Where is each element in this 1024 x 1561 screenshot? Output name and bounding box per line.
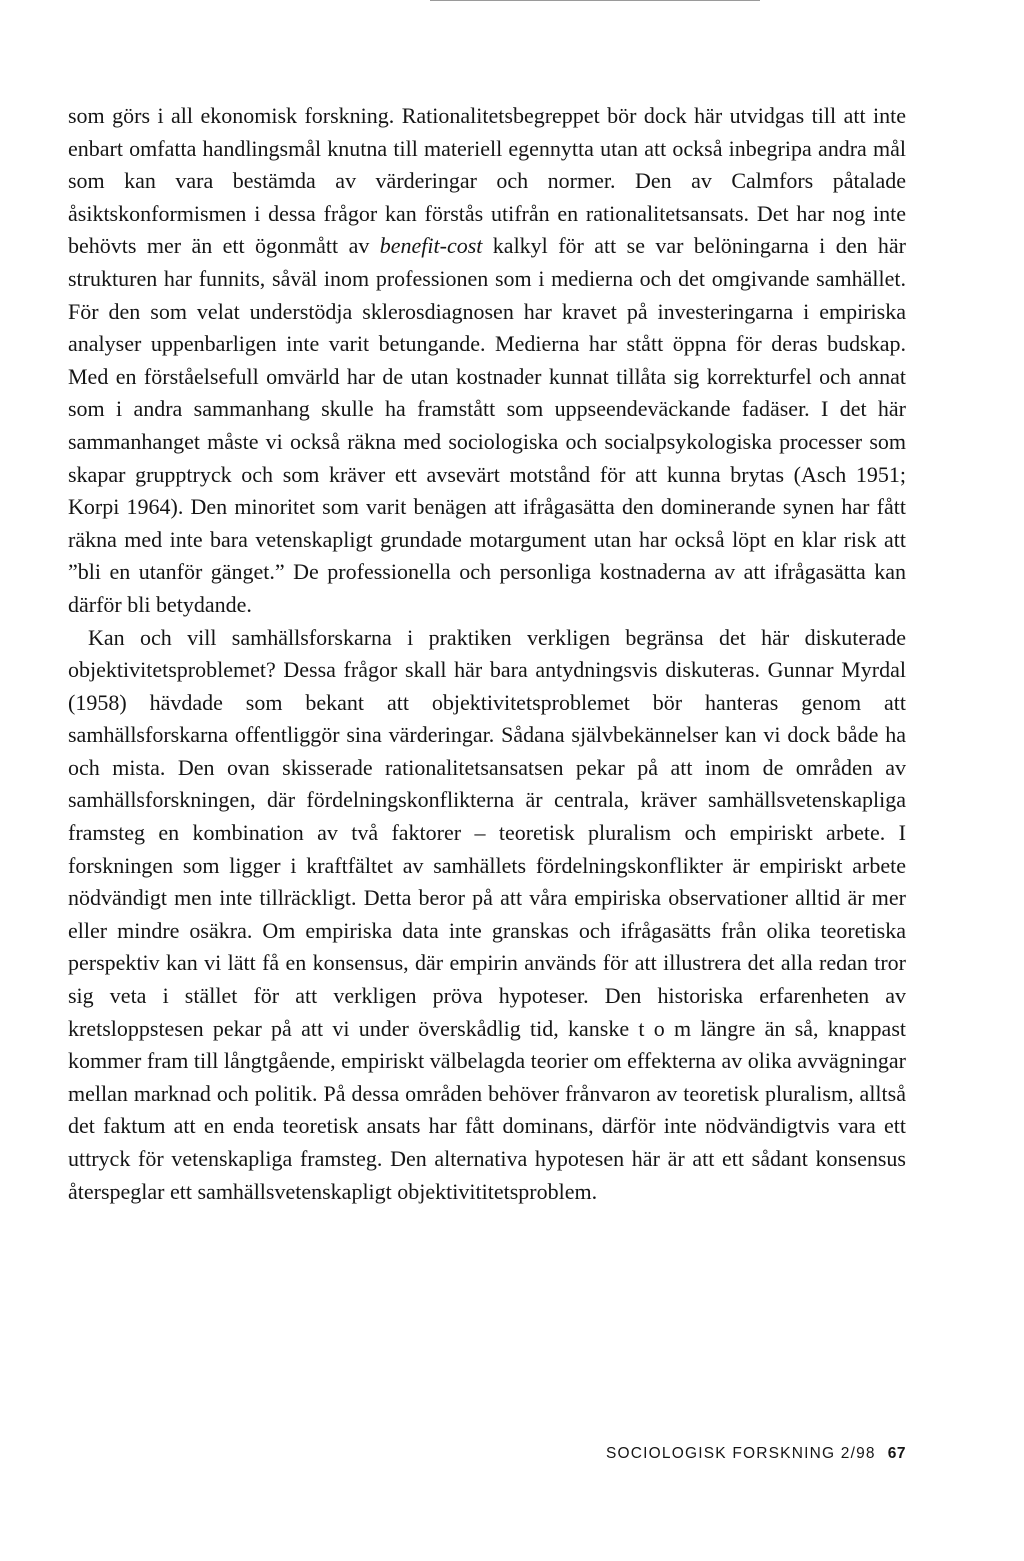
article-body: [68, 100, 906, 1208]
paragraph-2: Kan och vill samhällsforskarna i praktiken verkligen begränsa det här diskuterade objektivitetsproblemet? Dessa frågor skall här bara antydningsvis diskuteras. Gunnar Myrdal (1958) hävdade som bekant att objektivitetsproblemet bör hanteras genom att samhällsforskarna offentliggör sina värderingar. Sådana självbekännelser kan vi dock både ha och mista. Den ovan skisserade rationalitetsansatsen pekar på att inom de områden av samhällsforskningen, där fördelningskonflikterna är centrala, kräver samhällsvetenskapliga framsteg en kombination av två faktorer – teoretisk pluralism och empiriskt arbete. I forskningen som ligger i kraftfältet av samhällets fördelningskonflikter är empiriskt arbete nödvändigt men inte tillräckligt. Detta beror på att våra empiriska observationer alltid är mer eller mindre osäkra. Om empiriska data inte granskas och ifrågasätts från olika teoretiska perspektiv kan vi lätt få en konsensus, där empirin används för att illustrera det alla redan tror sig veta i stället för att verkligen pröva hypoteser. Den historiska erfarenheten av kretsloppstesen pekar på att vi under överskådlig tid, kanske t o m längre än så, knappast kommer fram till långtgående, empiriskt välbelagda teorier om effekterna av olika avvägningar mellan marknad och politik. På dessa områden behöver frånvaron av teoretisk pluralism, alltså det faktum att en enda teoretisk ansats har fått dominans, därför inte nödvändigtvis vara ett uttryck för vetenskapliga framsteg. Den alternativa hypotesen här är att ett sådant konsensus återspeglar ett samhällsvetenskapligt objektivititetsproblem.: [68, 624, 906, 1204]
top-rule: [430, 0, 760, 1]
journal-title: SOCIOLOGISK FORSKNING 2/98: [605, 1445, 876, 1462]
paragraph-1-rest: kalkyl för att se var belöningarna i den här strukturen har funnits, såväl inom professionen som i medierna och det omgivande samhället. För den som velat understödja sklerosdiagnosen har kravet på investeringarna i empiriska analyser uppenbarligen inte varit betungande. Medierna har stått öppna för deras budskap. Med en förståelsefull omvärld har de utan kostnader kunnat tillåta sig korrekturfel och annat som i andra sammanhang skulle ha framstått som uppseendeväckande fadäser. I det här sammanhanget måste vi också räkna med sociologiska och socialpsykologiska processer som skapar grupptryck och som kräver ett avsevärt motstånd för att kunna brytas (Asch 1951; Korpi 1964). Den minoritet som varit benägen att ifrågasätta den dominerande synen har fått räkna med inte bara vetenskapligt grundade motargument utan har också löpt en klar risk att ”bli en utanför gänget.” De professionella och personliga kostnaderna av att ifrågasätta kan därför bli betydande.: [68, 233, 906, 617]
paragraph-1: [68, 100, 906, 622]
page-number: 67: [887, 1445, 906, 1462]
paragraph-1-text: som görs i all ekonomisk forskning. Rationalitetsbegreppet bör dock här utvidgas till att inte enbart omfatta handlingsmål knutna till materiell egennytta utan att också inbegripa andra mål som kan vara bestämda av värderingar och normer. Den av Calmfors påtalade åsiktskonformismen i dessa frågor kan förstås utifrån en rationalitetsansats. Det har nog inte behövts mer än ett ögonmått av: [68, 103, 906, 259]
page-footer: [606, 1445, 906, 1463]
paragraph-1-emphasis: benefit-cost: [379, 233, 483, 259]
